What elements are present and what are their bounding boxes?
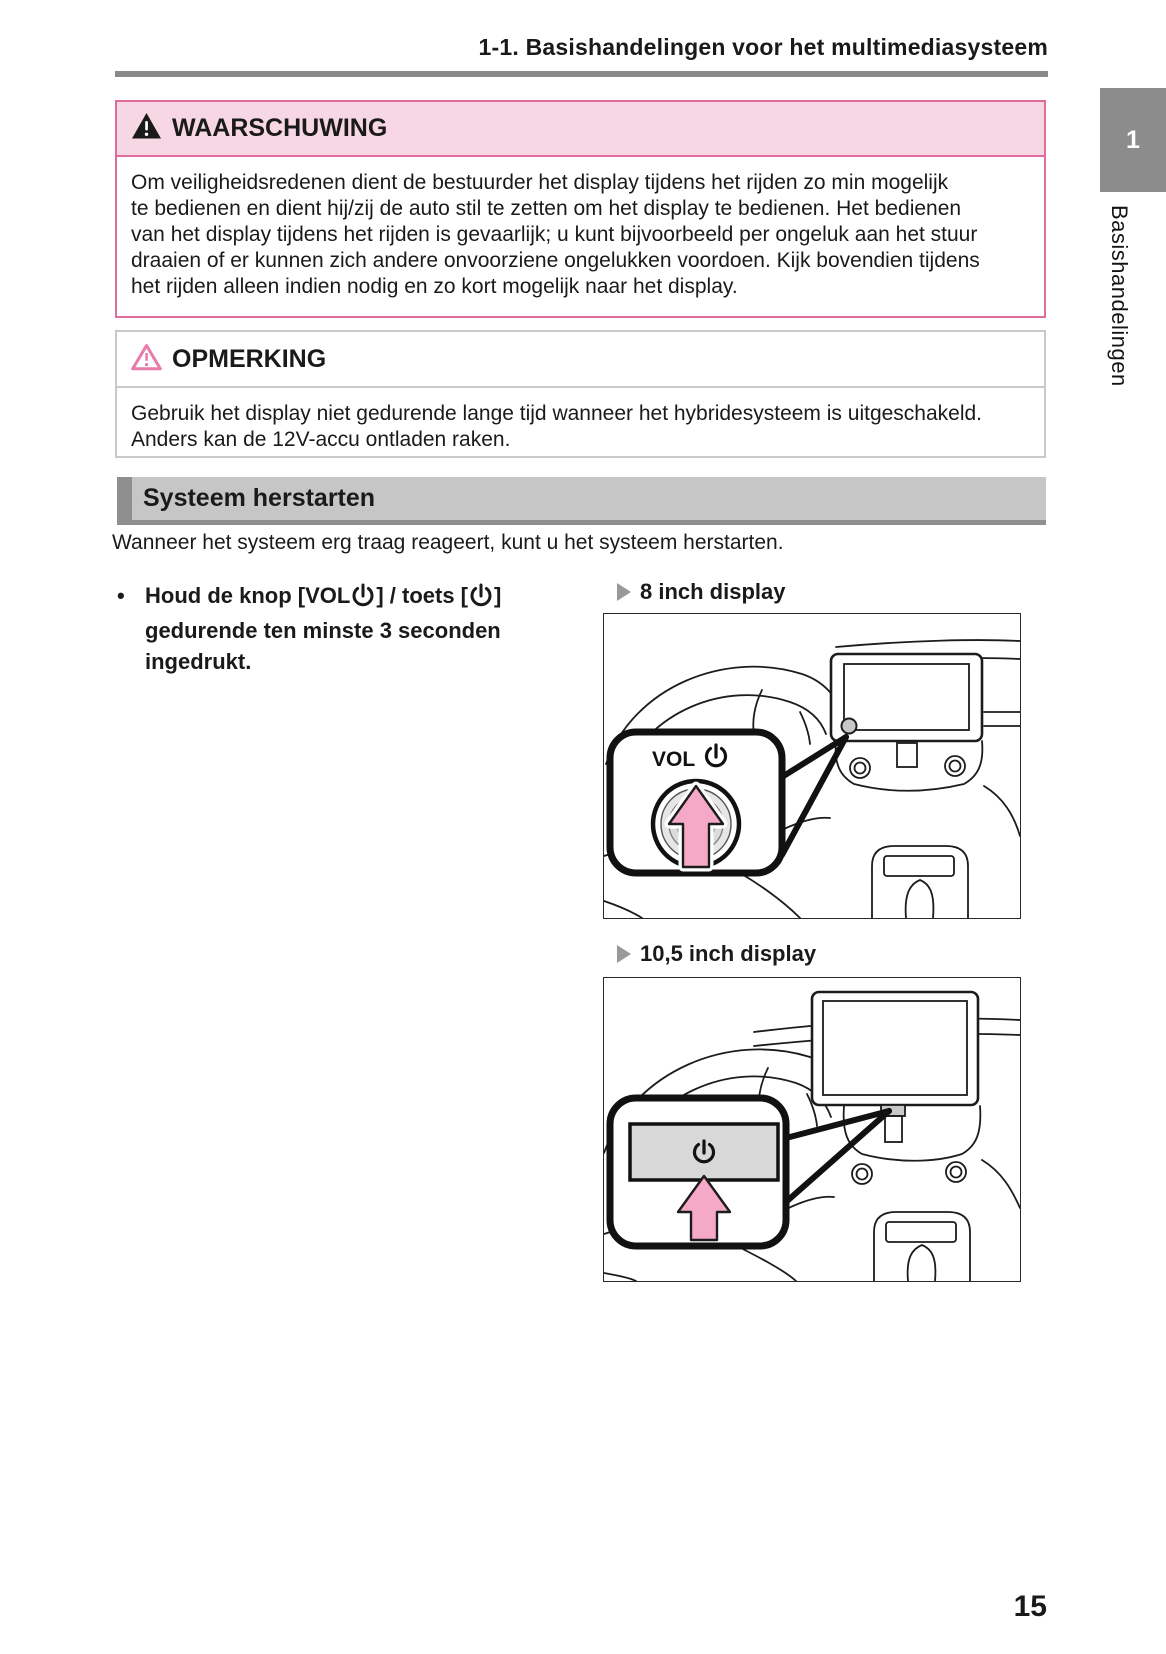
bullet-text (145, 580, 501, 677)
page-header-title: 1-1. Basishandelingen voor het multimediasysteem (478, 34, 1048, 60)
caution-triangle-icon (131, 343, 162, 376)
figure-10-5inch (603, 977, 1021, 1282)
display-screen (823, 1001, 967, 1095)
sidebar-chapter-tab: 1 (1100, 88, 1166, 192)
bullet-line-2: gedurende ten minste 3 seconden (145, 618, 501, 643)
sidebar-chapter-label: Basishandelingen (1107, 205, 1132, 387)
note-box (115, 330, 1046, 458)
figure-label-8inch: 8 inch display (617, 579, 786, 605)
figure-8inch (603, 613, 1021, 919)
dashboard-illustration-10-5inch (604, 978, 1020, 1281)
warning-header (117, 102, 1044, 157)
right-triangle-marker-icon (617, 945, 631, 963)
intro-text: Wanneer het systeem erg traag reageert, kunt u het systeem herstarten. (112, 531, 784, 554)
display-screen (844, 664, 969, 730)
bullet-item (117, 580, 597, 677)
bullet-marker: • (117, 583, 125, 608)
warning-title: WAARSCHUWING (172, 114, 388, 142)
figure-label-10-5inch: 10,5 inch display (617, 941, 816, 967)
bullet-line-1: Houd de knop [VOL ] / toets [ ] (145, 580, 501, 615)
note-header (117, 332, 1044, 388)
power-button-dot (842, 719, 857, 734)
power-icon (352, 583, 374, 615)
header-rule (115, 71, 1048, 77)
warning-body: Om veiligheidsredenen dient de bestuurder het display tijdens het rijden zo min mogelijk te bedienen en dient hij/zij de auto stil te zetten om het display te bedienen. Het bedienen van het display tijdens het rijden is gevaarlijk; u kunt bijvoorbeeld per ongeluk aan het stuur draaien of er kunnen zich andere onvoorziene ongelukken voordoen. Kijk bovendien tijdens het rijden alleen indien nodig en zo kort mogelijk naar het display. (131, 171, 980, 298)
note-body: Gebruik het display niet gedurende lange tijd wanneer het hybridesysteem is uitgeschakeld. Anders kan de 12V-accu ontladen raken. (131, 402, 983, 451)
power-icon (470, 583, 492, 615)
section-title: Systeem herstarten (143, 484, 376, 512)
dashboard-illustration-8inch (604, 614, 1020, 918)
warning-box (115, 100, 1046, 318)
right-triangle-marker-icon (617, 583, 631, 601)
note-title: OPMERKING (172, 344, 327, 373)
warning-triangle-icon (131, 112, 162, 145)
vol-knob-label: VOL (652, 748, 696, 771)
callout-pointer (782, 737, 846, 855)
section-header-bar (117, 477, 1046, 525)
page-number: 15 (1013, 1590, 1047, 1623)
bullet-line-3: ingedrukt. (145, 649, 252, 674)
